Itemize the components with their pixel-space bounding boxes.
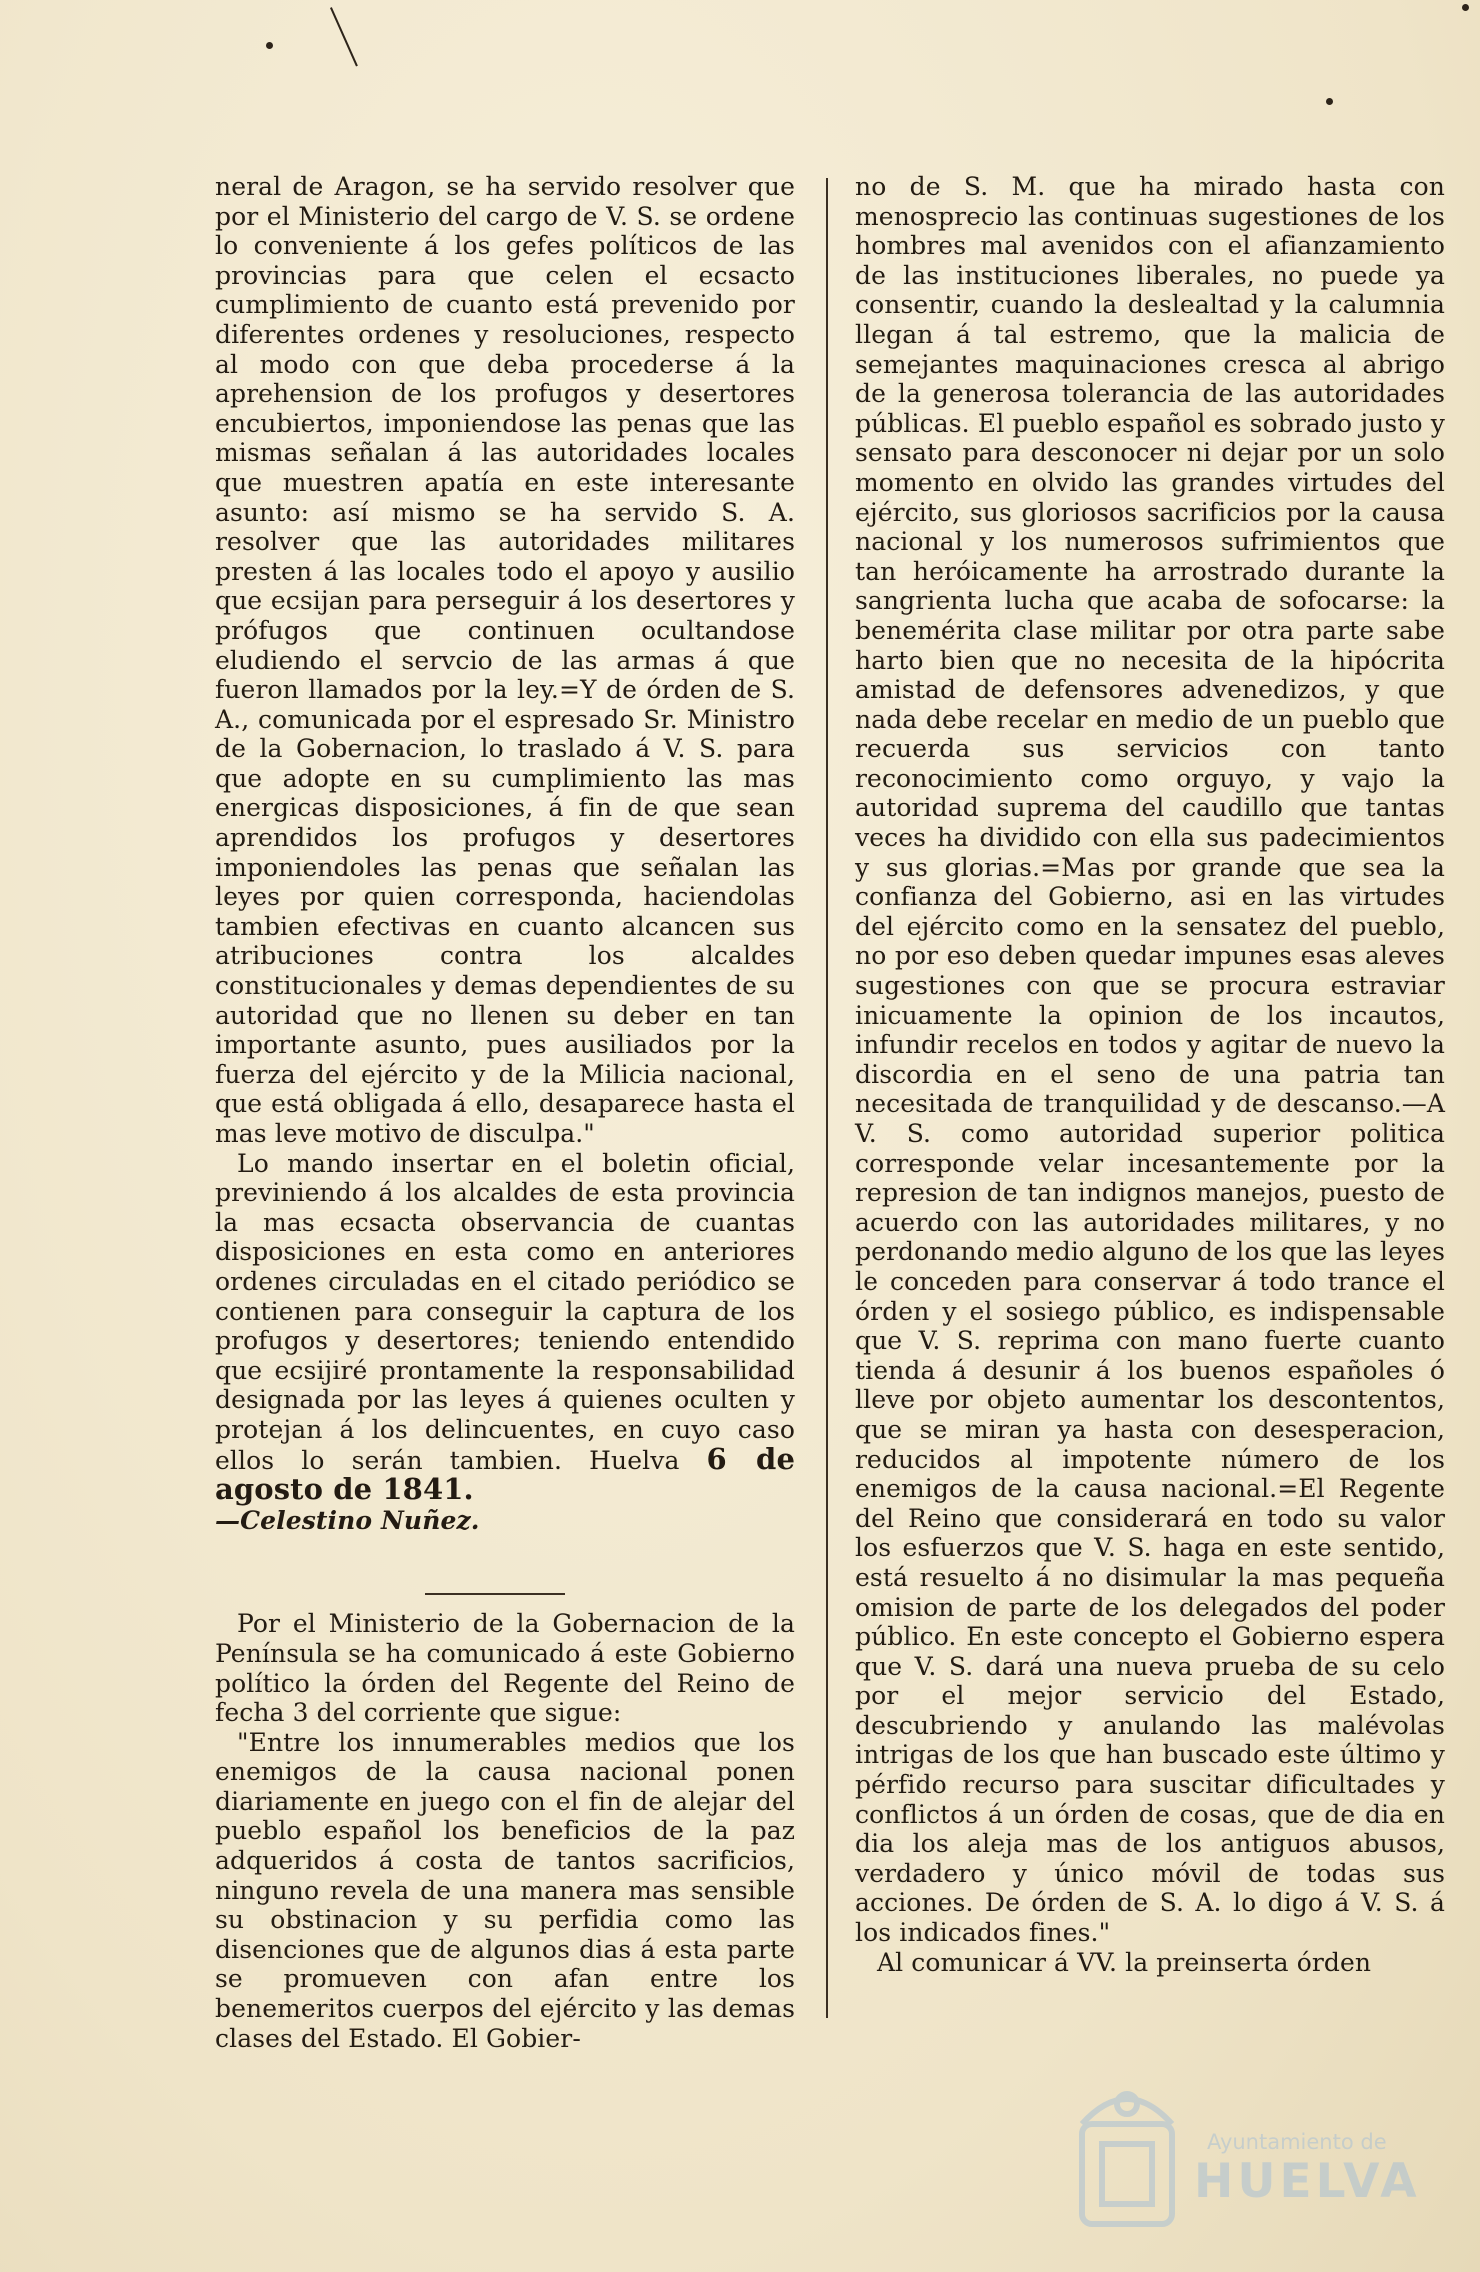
watermark-line-1: Ayuntamiento de xyxy=(1207,2130,1387,2154)
ink-mark xyxy=(330,7,358,66)
section-gap xyxy=(215,1535,795,1609)
column-rule xyxy=(826,178,828,2018)
section-separator xyxy=(425,1593,565,1595)
closing-text: Lo mando insertar en el boletin oficial, previniendo á los alcaldes de esta provincia la mas ecsacta observancia de cuantas disposiciones en esta como en anteriores ordenes circuladas en el citado periódico se contienen para conseguir la captura de los profugos y desertores; teniendo entendido que ecsijiré prontamente la responsabilidad designada por las leyes á quienes oculten y protejan á los delincuentes, en cuyo caso ellos lo serán tambien. Huelva xyxy=(215,1148,795,1475)
left-paragraph-4: "Entre los innumerables medios que los enemigos de la causa nacional ponen diariamente en juego con el fin de alejar del pueblo español los beneficios de la paz adqueridos á costa de tantos sacrificios, ninguno revela de una manera mas sensible su obstinacion y su perfidia como las disenciones que de algunos dias á esta parte se promueven con afan entre los benemeritos cuerpos del ejército y las demas clases del Estado. El Gobier- xyxy=(215,1727,795,2053)
left-column xyxy=(215,172,795,2053)
right-paragraph-2: Al comunicar á VV. la preinserta órden xyxy=(877,1947,1372,1977)
right-column xyxy=(855,172,1445,1977)
signature: —Celestino Nuñez. xyxy=(215,1505,480,1535)
ink-dot xyxy=(266,42,273,49)
left-paragraph-2 xyxy=(215,1149,795,1506)
ink-dot xyxy=(1326,98,1333,105)
left-paragraph-3: Por el Ministerio de la Gobernacion de la Península se ha comunicado á este Gobierno político la órden del Regente del Reino de fecha 3 del corriente que sigue: xyxy=(215,1609,795,1728)
right-paragraph-1: no de S. M. que ha mirado hasta con menosprecio las continuas sugestiones de los hombres mal avenidos con el afianzamiento de las instituciones liberales, no puede ya consentir, cuando la deslealtad y la calumnia llegan á tal estremo, que la malicia de semejantes maquinaciones cresca al abrigo de la generosa tolerancia de las autoridades públicas. El pueblo español es sobrado justo y sensato para desconocer ni dejar por un solo momento en olvido las grandes virtudes del ejército, sus gloriosos sacrificios por la causa nacional y los numerosos sufrimientos que tan heróicamente ha arrostrado durante la sangrienta lucha que acaba de sofocarse: la benemérita clase militar por otra parte sabe harto bien que no necesita de la hipócrita amistad de defensores advenedizos, y que nada debe recelar en medio de un pueblo que recuerda sus servicios con tanto reconocimiento como orguyo, y vajo la autoridad suprema del caudillo que tantas veces ha dividido con ella sus padecimientos y sus glorias.=Mas por grande que sea la confianza del Gobierno, asi en las virtudes del ejército como en la sensatez del pueblo, no por eso deben quedar impunes esas aleves sugestiones con que se procura estraviar inicuamente la opinion de los incautos, infundir recelos en todos y agitar de nuevo la discordia en el seno de una patria tan necesitada de tranquilidad y de descanso.—A V. S. como autoridad superior politica corresponde velar incesantemente por la represion de tan indignos manejos, puesto de acuerdo con las autoridades militares, y no perdonando medio alguno de los que las leyes le conceden para conservar á todo trance el órden y el sosiego público, es indispensable que V. S. reprima con mano fuerte cuanto tienda á desunir á los buenos españoles ó lleve por objeto aumentar los descontentos, que se miran ya hasta con desesperacion, reducidos al impotente número de los enemigos de la causa nacional.=El Regente del Reino que considerará en todo su valor los esfuerzos que V. S. haga en este sentido, está resuelto á no disimular la mas pequeña omision de parte de los delegados del poder público. En este concepto el Gobierno espera que V. S. dará una nueva prueba de su celo por el mejor servicio del Estado, descubriendo y anulando las malévolas intrigas de los que han buscado este último y pérfido recurso para suscitar dificultades y conflictos á un órden de cosas, que de dia en dia los aleja mas de los antiguos abusos, verdadero y único móvil de todas sus acciones. De órden de S. A. lo digo á V. S. á los indicados fines." xyxy=(855,172,1445,1948)
watermark-logo xyxy=(1062,2064,1421,2254)
ink-dot xyxy=(1462,4,1469,11)
coat-of-arms-icon xyxy=(1062,2064,1192,2254)
left-paragraph-1: neral de Aragon, se ha servido resolver que por el Ministerio del cargo de V. S. se ordene lo conveniente á los gefes políticos de las provincias para que celen el ecsacto cumplimiento de cuanto está prevenido por diferentes ordenes y resoluciones, respecto al modo con que deba procederse á la aprehension de los profugos y desertores encubiertos, imponiendose las penas que las mismas señalan á las autoridades locales que muestren apatía en este interesante asunto: así mismo se ha servido S. A. resolver que las autoridades militares presten á las locales todo el apoyo y ausilio que ecsijan para perseguir á los desertores y prófugos que continuen ocultandose eludiendo el servcio de las armas á que fueron llamados por la ley.=Y de órden de S. A., comunicada por el espresado Sr. Ministro de la Gobernacion, lo traslado á V. S. para que adopte en su cumplimiento las mas energicas disposiciones, á fin de que sean aprendidos los profugos y desertores imponiendoles las penas que señalan las leyes por quien corresponda, haciendolas tambien efectivas en cuanto alcancen sus atribuciones contra los alcaldes constitucionales y demas dependientes de su autoridad que no llenen su deber en tan importante asunto, pues ausiliados por la fuerza del ejército y de la Milicia nacional, que está obligada á ello, desaparece hasta el mas leve motivo de disculpa." xyxy=(215,172,795,1148)
date-text: 6 de agosto de 1841. xyxy=(215,1441,795,1507)
watermark-line-2: HUELVA xyxy=(1194,2154,1421,2209)
